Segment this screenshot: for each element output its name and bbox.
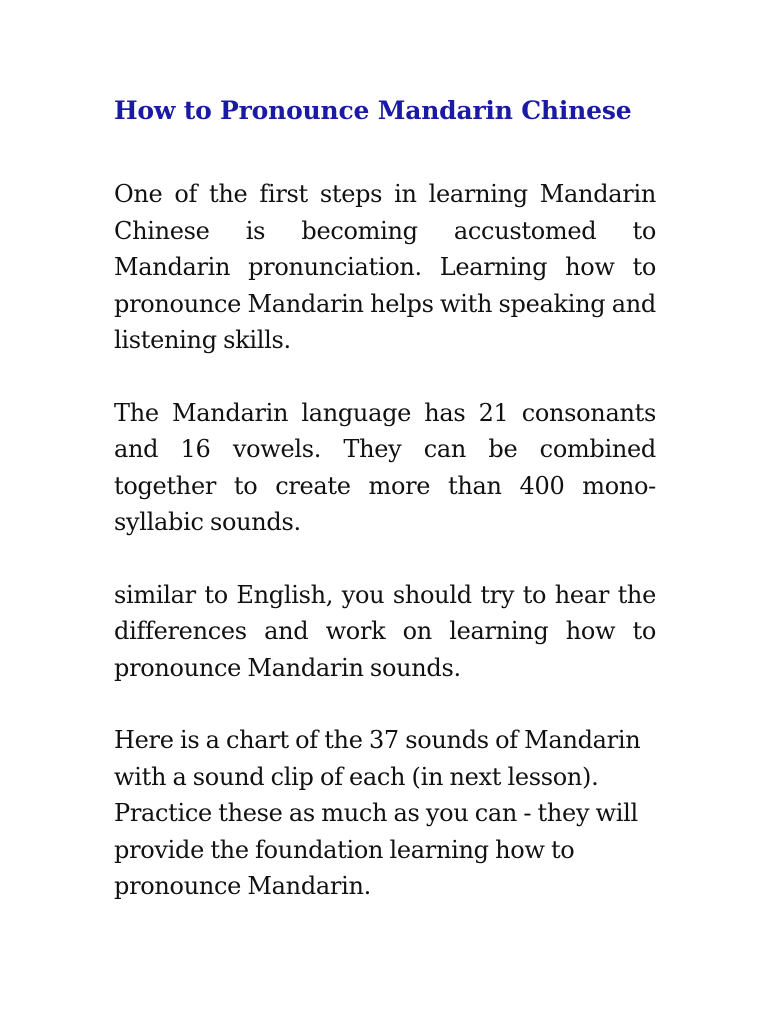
paragraph-intro: One of the first steps in learning Mandarin Chinese is becoming accustomed to Mandarin pronunciation. Learning how to pronounce Mandarin helps with speaking and listening skills. — [114, 180, 656, 354]
paragraph-chart-intro: Here is a chart of the 37 sounds of Mandarin with a sound clip of each (in next lesson). Practice these as much as you can - they will provide the foundation learning how to pronounce Mandarin. — [114, 726, 641, 900]
paragraph-differences: similar to English, you should try to hear the differences and work on learning how to pronounce Mandarin sounds. — [114, 580, 656, 682]
document-title: How to Pronounce Mandarin Chinese — [114, 96, 632, 125]
paragraph-consonants-vowels: The Mandarin language has 21 consonants and 16 vowels. They can be combined together to create more than 400 mono-syllabic sounds. — [114, 398, 656, 536]
document-page — [114, 92, 656, 941]
